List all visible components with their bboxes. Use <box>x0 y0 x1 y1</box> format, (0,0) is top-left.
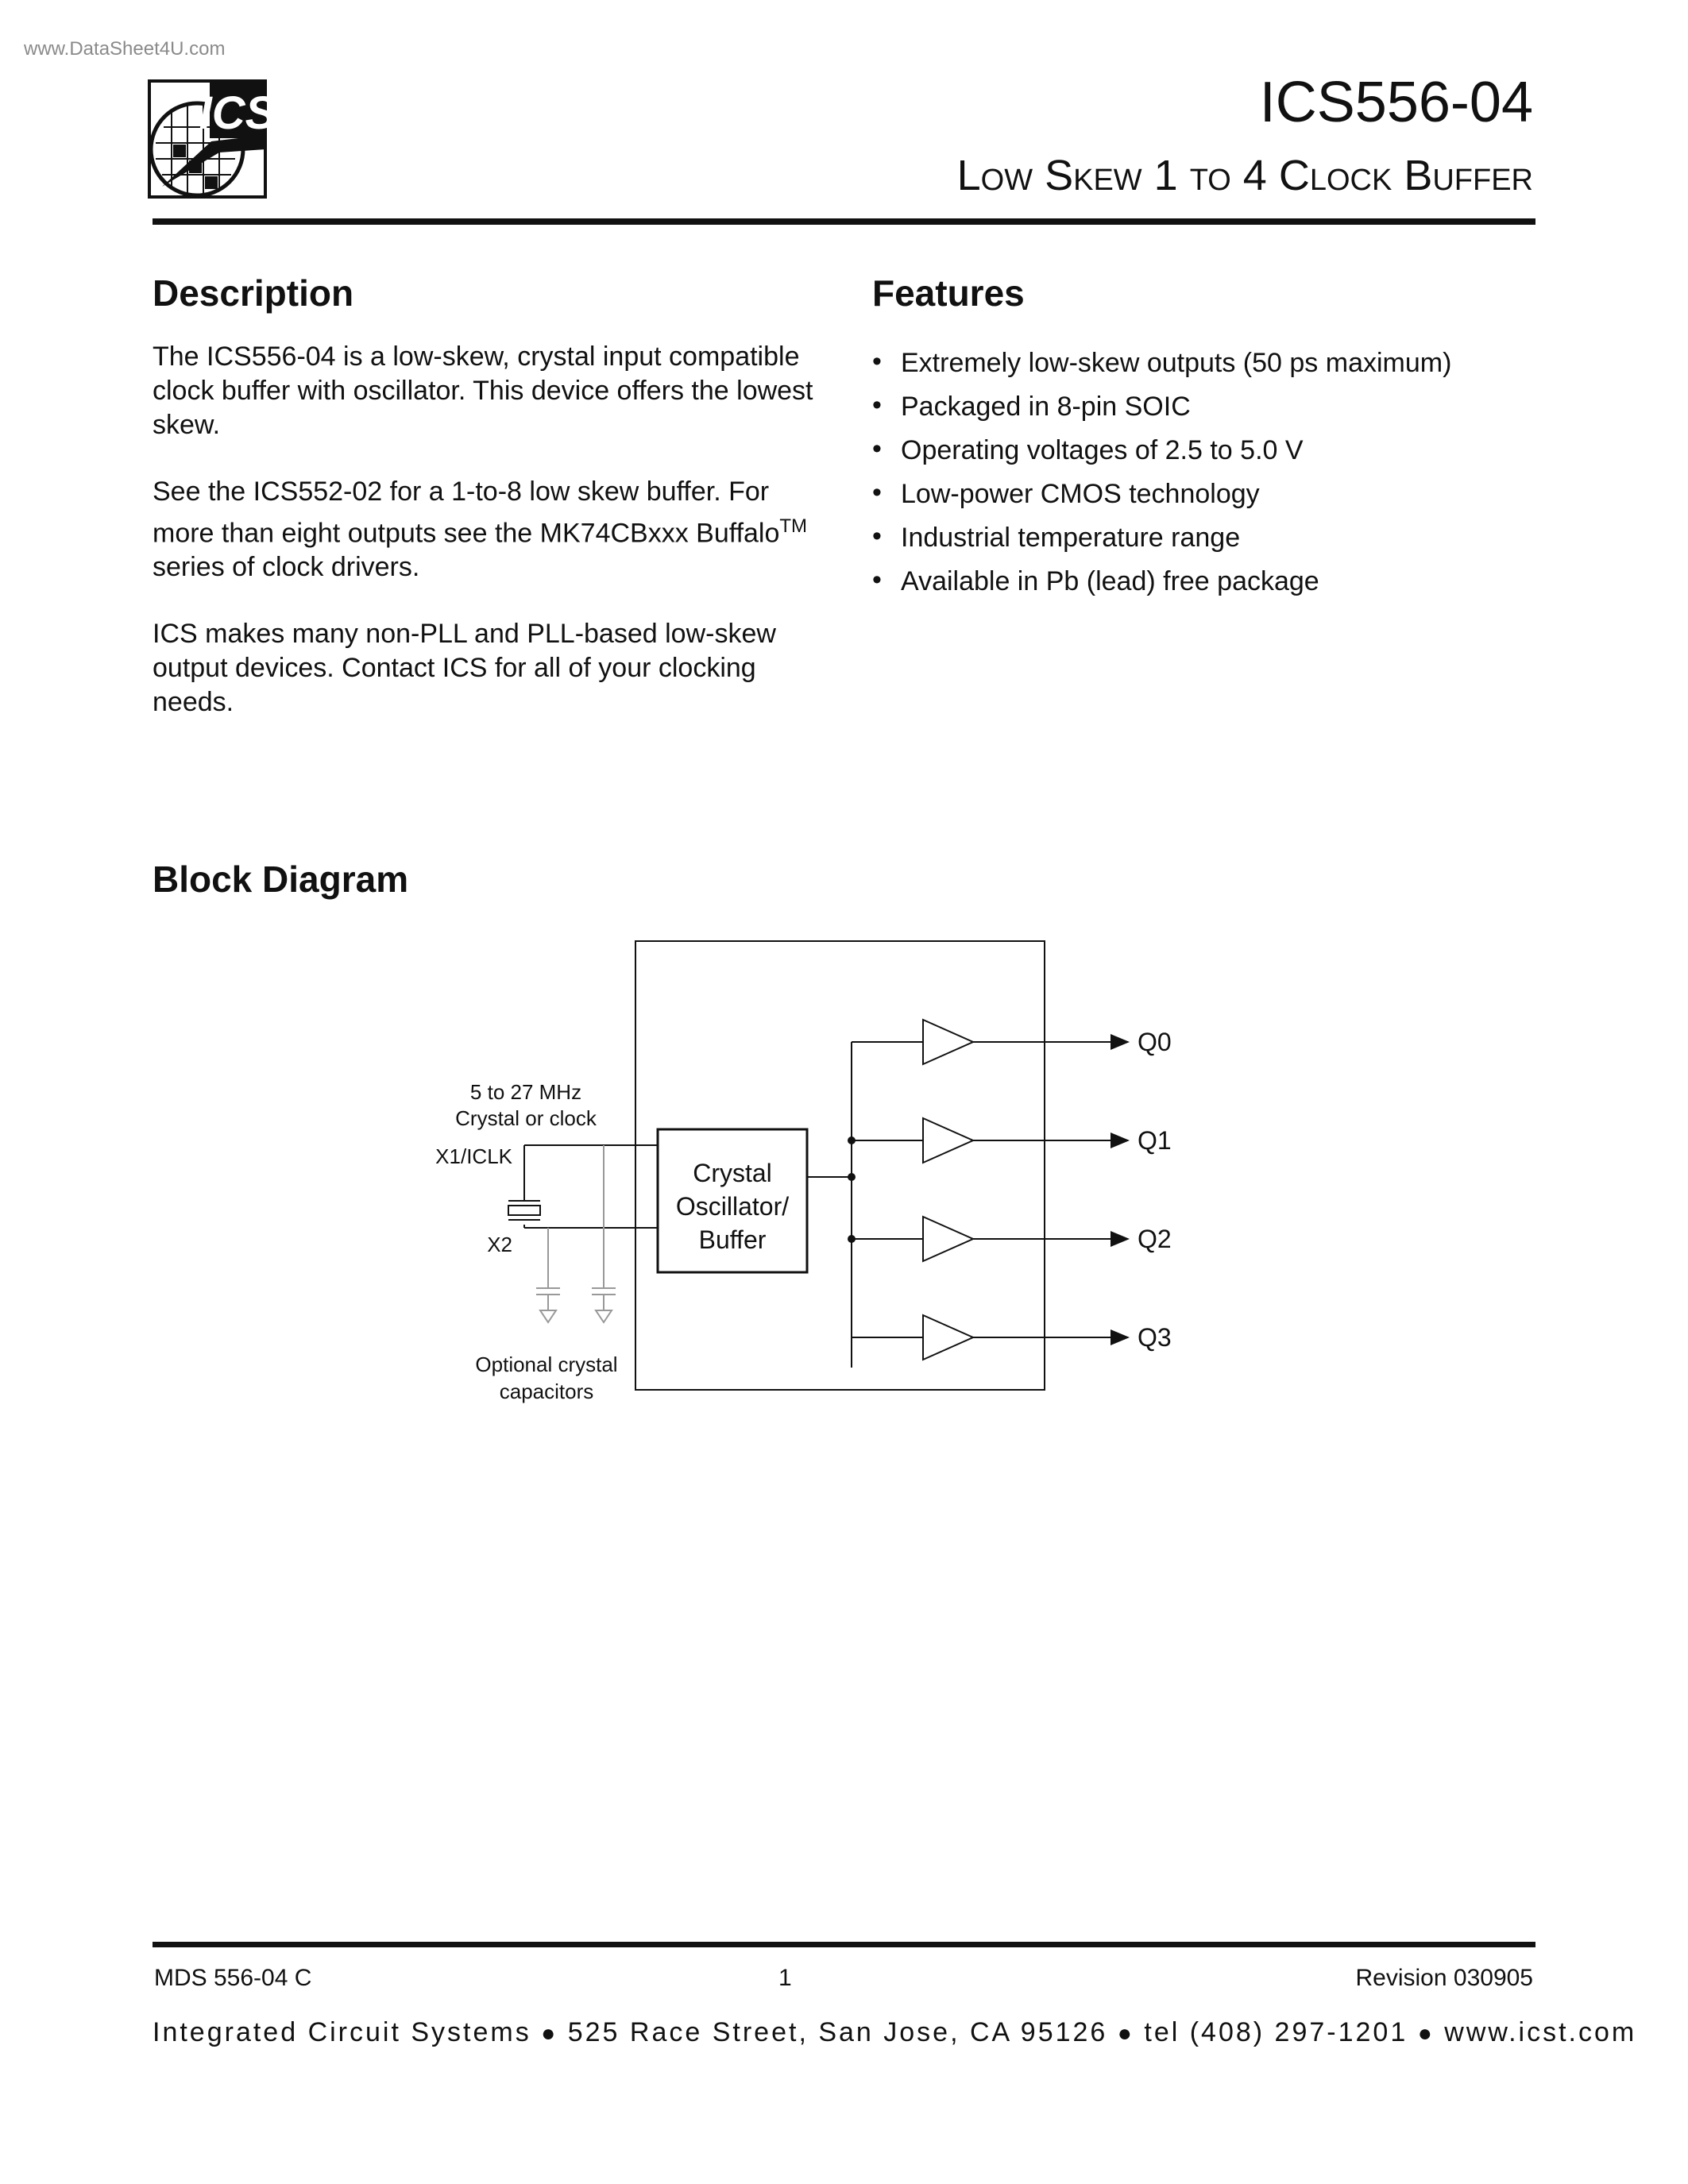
description-paragraph: The ICS556-04 is a low-skew, crystal input compatible clock buffer with oscillator. This device offers the lowest skew. <box>153 341 813 440</box>
block-diagram <box>413 921 1255 1445</box>
header-rule <box>153 218 1535 225</box>
description-heading: Description <box>153 272 354 314</box>
logo-text: ICS <box>199 87 276 139</box>
block-diagram-heading: Block Diagram <box>153 859 409 900</box>
description-paragraph: See the ICS552-02 for a 1-to-8 low skew buffer. For more than eight outputs see the MK74CBxxx Buffalo™ series of clock drivers. <box>153 477 808 583</box>
watermark-text: www.DataSheet4U.com <box>24 38 226 60</box>
features-heading: Features <box>872 272 1025 314</box>
description-body <box>153 340 828 752</box>
output-buffer <box>923 1217 973 1261</box>
bullet-separator: ● <box>1417 2020 1435 2047</box>
crystal-symbol <box>508 1206 540 1215</box>
page-number: 1 <box>778 1965 792 1991</box>
output-label-q3: Q3 <box>1138 1323 1172 1352</box>
output-label-q1: Q1 <box>1138 1126 1172 1155</box>
x2-label: X2 <box>487 1233 512 1256</box>
features-list <box>872 341 1451 604</box>
page-title: ICS556-04 <box>1259 71 1533 134</box>
document-id: MDS 556-04 C <box>154 1965 312 1991</box>
bullet-separator: ● <box>1117 2020 1134 2047</box>
output-buffer <box>923 1315 973 1360</box>
company-address: 525 Race Street, San Jose, CA 95126 <box>567 2017 1108 2047</box>
feature-item: • Operating voltages of 2.5 to 5.0 V <box>872 429 1451 473</box>
feature-item: • Low-power CMOS technology <box>872 473 1451 516</box>
trademark-mark: TM <box>779 515 808 537</box>
freq-label: 5 to 27 MHz <box>469 1080 582 1104</box>
feature-item: • Packaged in 8-pin SOIC <box>872 385 1451 429</box>
osc-label: Oscillator/ <box>675 1192 790 1221</box>
ics-logo <box>148 79 276 199</box>
output-buffer <box>923 1020 973 1064</box>
feature-item: • Available in Pb (lead) free package <box>872 560 1451 604</box>
output-label-q0: Q0 <box>1138 1028 1172 1056</box>
footer-rule <box>153 1942 1535 1947</box>
feature-item: • Extremely low-skew outputs (50 ps maximum) <box>872 341 1451 385</box>
osc-label: Buffer <box>698 1225 767 1254</box>
osc-label: Crystal <box>693 1159 772 1187</box>
bullet-separator: ● <box>541 2020 558 2047</box>
cap-label: Optional crystal <box>475 1352 618 1376</box>
crystal-label: Crystal or clock <box>455 1106 597 1130</box>
description-paragraph: ICS makes many non-PLL and PLL-based low-skew output devices. Contact ICS for all of your clocking needs. <box>153 619 776 718</box>
company-name: Integrated Circuit Systems <box>153 2017 531 2047</box>
company-contact <box>153 2017 1637 2048</box>
output-buffer <box>923 1118 973 1163</box>
cap-label: capacitors <box>499 1379 594 1403</box>
output-label-q2: Q2 <box>1138 1225 1172 1253</box>
x1-label: X1/ICLK <box>435 1144 512 1168</box>
company-website[interactable]: www.icst.com <box>1444 2017 1637 2047</box>
revision: Revision 030905 <box>1355 1965 1533 1991</box>
feature-item: • Industrial temperature range <box>872 516 1451 560</box>
company-phone: tel (408) 297-1201 <box>1144 2017 1408 2047</box>
page-subtitle: Low Skew 1 to 4 Clock Buffer <box>956 152 1533 199</box>
